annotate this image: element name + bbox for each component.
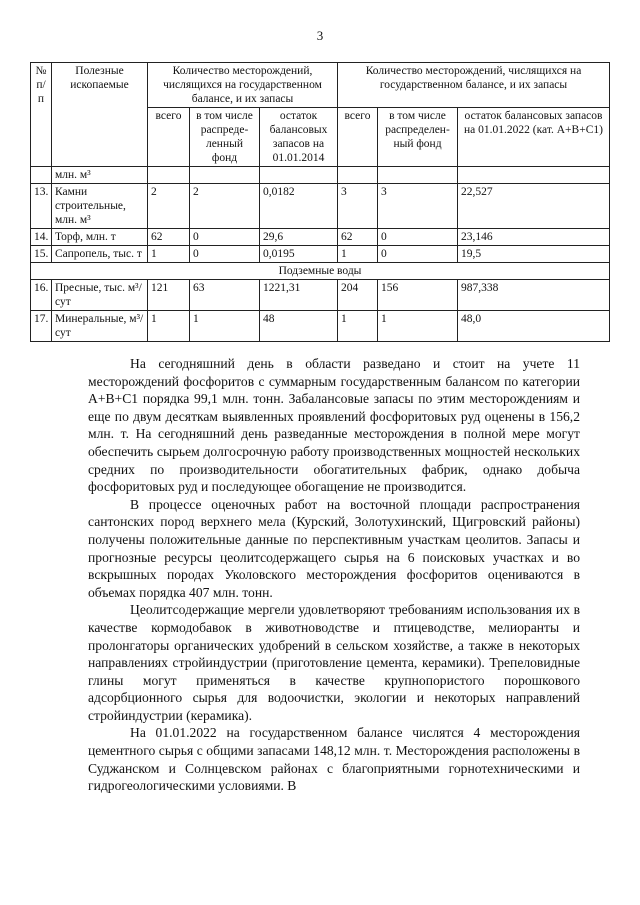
header-group-2022: Количество месторождений, числящихся на государственном балансе, и их запасы bbox=[338, 63, 610, 108]
cell-all2: 1 bbox=[338, 311, 378, 342]
cell-name: Камни строительные, млн. м³ bbox=[52, 184, 148, 229]
table-row bbox=[31, 280, 610, 311]
reserves-table bbox=[30, 62, 610, 342]
cell-all2: 62 bbox=[338, 229, 378, 246]
table-row bbox=[31, 246, 610, 263]
cell-all2: 3 bbox=[338, 184, 378, 229]
cell-dist2: 0 bbox=[378, 246, 458, 263]
cell-bal2: 19,5 bbox=[458, 246, 610, 263]
cell-all: 1 bbox=[148, 246, 190, 263]
cell-num: 13. bbox=[31, 184, 52, 229]
cell-dist2: 0 bbox=[378, 229, 458, 246]
table-section-row bbox=[31, 263, 610, 280]
cell-dist2: 156 bbox=[378, 280, 458, 311]
cell-bal2: 22,527 bbox=[458, 184, 610, 229]
cell-all: 2 bbox=[148, 184, 190, 229]
cell-dist2: 1 bbox=[378, 311, 458, 342]
header-bal-2022: остаток балансовых запасов на 01.01.2022 (кат. А+В+С1) bbox=[458, 108, 610, 167]
cell-name: Минеральные, м³/сут bbox=[52, 311, 148, 342]
header-dist-2022: в том числе распределен-ный фонд bbox=[378, 108, 458, 167]
cell-bal: 29,6 bbox=[260, 229, 338, 246]
cell-dist2: 3 bbox=[378, 184, 458, 229]
cell-all2: 204 bbox=[338, 280, 378, 311]
cell-name: Пресные, тыс. м³/сут bbox=[52, 280, 148, 311]
cell-name: Торф, млн. т bbox=[52, 229, 148, 246]
cell-dist: 2 bbox=[190, 184, 260, 229]
cell-bal2: 23,146 bbox=[458, 229, 610, 246]
table-row-continuation bbox=[31, 167, 610, 184]
paragraph: На сегодняшний день в области разведано и стоит на учете 11 месторождений фосфоритов с суммарным государственным балансом по категории А+В+С1 порядка 99,1 млн. тонн. Забалансовые запасы по этим месторождениям и еще по двум десяткам выявленных проявлений фосфоритовых руд оценены в 156,2 млн. т. На сегодняшний день разведанные месторождения в полной мере могут обеспечить сырьем долгосрочную работу производственных мощностей нескольких средних по производительности обогатительных фабрик, однако добыча фосфоритовых руд и последующее обогащение не производится. bbox=[88, 356, 580, 495]
cell-num: 14. bbox=[31, 229, 52, 246]
cell-bal: 1221,31 bbox=[260, 280, 338, 311]
cell-dist: 0 bbox=[190, 229, 260, 246]
cell-dist: 0 bbox=[190, 246, 260, 263]
cell-num: 15. bbox=[31, 246, 52, 263]
cell-bal2: 987,338 bbox=[458, 280, 610, 311]
paragraph: Цеолитсодержащие мергели удовлетворяют требованиям использования их в качестве кормодобавок в животноводстве и птицеводстве, мелиоранты и пролонгаторы органических удобрений в сельском хозяйстве, а также в некоторых направлениях стройиндустрии (приготовление цемента, керамики). Трепеловидные глины могут применяться в качестве крупнопористого порошкового адсорбционного сырья для водоочистки, экологии и некоторых направлений стройиндустрии (керамика). bbox=[88, 602, 580, 723]
cell-dist: 1 bbox=[190, 311, 260, 342]
header-group-2014: Количество месторождений, числящихся на государственном балансе, и их запасы bbox=[148, 63, 338, 108]
table-row bbox=[31, 311, 610, 342]
header-bal-2014: остаток балансовых запасов на 01.01.2014 bbox=[260, 108, 338, 167]
cell-bal2: 48,0 bbox=[458, 311, 610, 342]
cell-all2: 1 bbox=[338, 246, 378, 263]
header-all-2014: всего bbox=[148, 108, 190, 167]
paragraph: На 01.01.2022 на государственном балансе числятся 4 месторождения цементного сырья с общими запасами 148,12 млн. т. Месторождения расположены в Суджанском и Солнцевском районах с благоприятными горнотехническими и гидрогеологическими условиями. В bbox=[88, 725, 580, 794]
cell-all: 1 bbox=[148, 311, 190, 342]
paragraph: В процессе оценочных работ на восточной площади распространения сантонских пород верхнего мела (Курский, Золотухинский, Щигровский районы) получены положительные данные по перспективным участкам цеолитов. Запасы и прогнозные ресурсы цеолитсодержащего сырья на 6 поисковых участках и во вскрышных породах Уколовского месторождения фосфоритов оцениваются в объемах порядка 407 млн. тонн. bbox=[88, 496, 580, 600]
cell-name: Сапропель, тыс. т bbox=[52, 246, 148, 263]
section-title: Подземные воды bbox=[31, 263, 610, 280]
table-row bbox=[31, 229, 610, 246]
cell-bal: 0,0182 bbox=[260, 184, 338, 229]
cell-bal: 0,0195 bbox=[260, 246, 338, 263]
page-number: 3 bbox=[316, 28, 324, 43]
cell-all: 62 bbox=[148, 229, 190, 246]
header-number: № п/п bbox=[31, 63, 52, 167]
header-dist-2014: в том числе распреде-ленный фонд bbox=[190, 108, 260, 167]
header-all-2022: всего bbox=[338, 108, 378, 167]
cell-num: 17. bbox=[31, 311, 52, 342]
cell-all: 121 bbox=[148, 280, 190, 311]
header-mineral: Полезные ископаемые bbox=[52, 63, 148, 167]
continuation-unit: млн. м³ bbox=[52, 167, 148, 184]
body-text bbox=[88, 355, 580, 795]
cell-dist: 63 bbox=[190, 280, 260, 311]
cell-bal: 48 bbox=[260, 311, 338, 342]
table-row bbox=[31, 184, 610, 229]
cell-num: 16. bbox=[31, 280, 52, 311]
